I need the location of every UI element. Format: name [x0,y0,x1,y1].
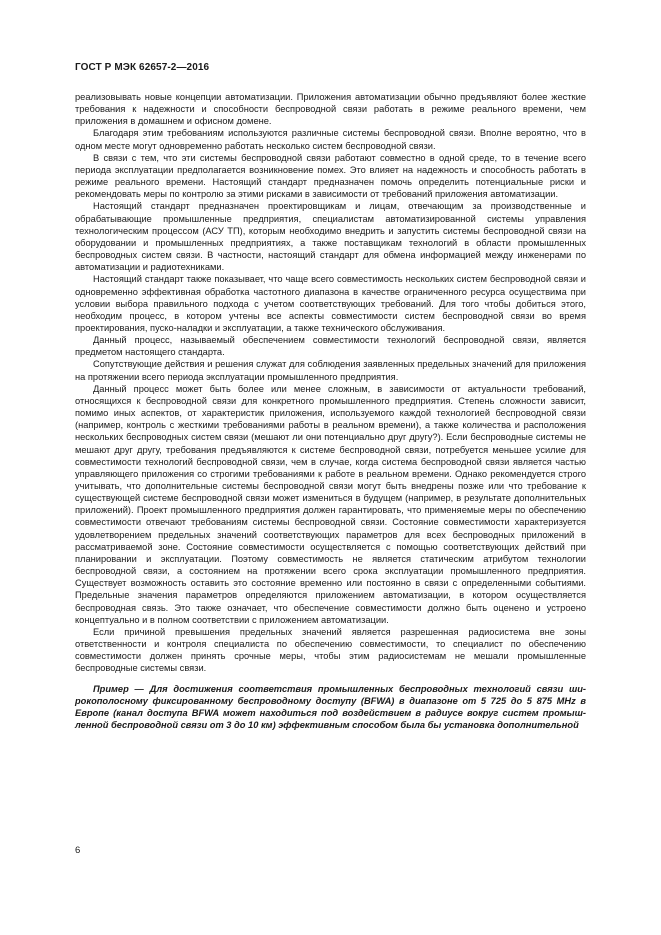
paragraph: В связи с тем, что эти системы беспроводной связи работают совместно в одной среде, то в течение всего периода эксплуатации предполагается возникновение помех. Это влияет на надежность и способность работать в режиме реального времени. Настоящий стандарт предназначен помочь определить потенциальные риски и рекомендовать меры по контролю за этими рисками в зависимости от требований приложения автоматизации. [75,152,586,200]
paragraph: Благодаря этим требованиям используются различные системы беспроводной связи. Вполне вероятно, что в одном месте могут одновременно работать несколько систем беспроводной связи. [75,128,586,151]
page-number: 6 [75,845,81,856]
paragraph: Настоящий стандарт предназначен проектировщикам и лицам, отвечающим за производственные и обрабатывающие промышленные предприятия, специалистам автоматизированной системы управления технологическим процессом (АСУ ТП), которым необходимо внедрить и запустить системы беспроводной связи на оборудовании и промышленных предприятиях, а также поставщикам технологий в области промышленных беспроводных систем связи. В частности, настоящий стандарт для обмена информацией между инженерами по автоматизации и радиотехниками. [75,201,586,273]
paragraph: Настоящий стандарт также показывает, что чаще всего совместимость нескольких систем беспроводной связи и одновременно эффективная обработка частотного диапазона в качестве ограниченного ресурса осуществима при условии выбора правильного подхода с учетом соответствующих требований. Для того чтобы добиться этого, необходим процесс, в котором учтены все аспекты совместимости систем беспроводной связи во время проектирования, пуско-наладки и эксплуатации, а также технического обслуживания. [75,274,586,333]
example-paragraph [75,683,586,732]
paragraph: реализовывать новые концепции автоматизации. Приложения автоматизации обычно предъявляют более жесткие требования к надежности и способности беспроводной связи работать в режиме реального времени, чем приложения в домашнем и офисном домене. [75,92,586,127]
paragraph: Если причиной превышения предельных значений является разрешенная радиосистема вне зоны ответственности и контроля специалиста по обеспечению совместимости, то специалист по обеспечению совместимости должен принять срочные меры, чтобы этим радиосистемам не мешали промышленные беспроводные системы связи. [75,626,586,674]
body-text [75,91,586,731]
paragraph: Данный процесс может быть более или менее сложным, в зависимости от актуальности требований, относящихся к беспроводной связи для конкретного промышленного предприятия. Степень сложности зависит, помимо иных аспектов, от характеристик приложения, используемого каждой технологией беспроводной связи (например, контроль с жесткими требованиями работы в реальном времени), а также количества и расположения нескольких беспроводных систем связи (мешают ли они потенциально друг другу?). Если беспроводные системы не мешают друг другу, требования предъявляются к системе беспроводной связи, потребуется меньшее усилие для совместимости технологий беспроводной связи, чем в случае, когда система беспроводной связи является частью управляющего приложения со строгими требованиями к работе в реальном времени. Однако рекомендуется строго учитывать, что дополнительные системы беспроводной связи могут быть внедрены позже или что требование к существующей системе беспроводной связи может измениться в будущем (например, в результате дополнительных приложений). Проект промышленного предприятия должен гарантировать, что применяемые меры по обеспечению совместимости отвечают требованиям системы беспроводной связи. Состояние совместимости характеризуется удовлетворением предельных значений соответствующих параметров для всех беспроводных приложений в рассматриваемой зоне. Состояние совместимости осуществляется с помощью соответствующих действий при планировании и эксплуатации. Поэтому совместимость не является статическим атрибутом технологии беспроводной связи, а состоянием на протяжении всего срока эксплуатации промышленного предприятия. Существует возможность оставить это состояние временно или постоянно в связи с определенными событиями. Предельные значения параметров определяются приложением автоматизации, в котором осуществляется беспроводная связь. Это также означает, что обеспечение совместимости должно быть оценено и устроено концептуально и в полном соответствии с приложением автоматизации. [75,383,586,625]
document-header: ГОСТ Р МЭК 62657-2—2016 [75,62,210,73]
paragraph: Данный процесс, называемый обеспечением совместимости технологий беспроводной связи, является предметом настоящего стандарта. [75,335,586,358]
example-text: Для достижения соответствия промышленных беспроводных технологий связи широкополосному фиксированному беспроводному доступу (BFWA) в диапазоне от 5 725 до 5 875 MHz в Европе (канал доступа BFWA может находиться под воздействием в радиусе вокруг систем промышленной беспроводной связи от 3 до 10 км) эффективным способом была бы установка дополнительной [75,683,586,730]
example-lead: Пример — [93,683,144,694]
paragraph: Сопутствующие действия и решения служат для соблюдения заявленных предельных значений для приложения на протяжении всего периода эксплуатации промышленного предприятия. [75,359,586,382]
